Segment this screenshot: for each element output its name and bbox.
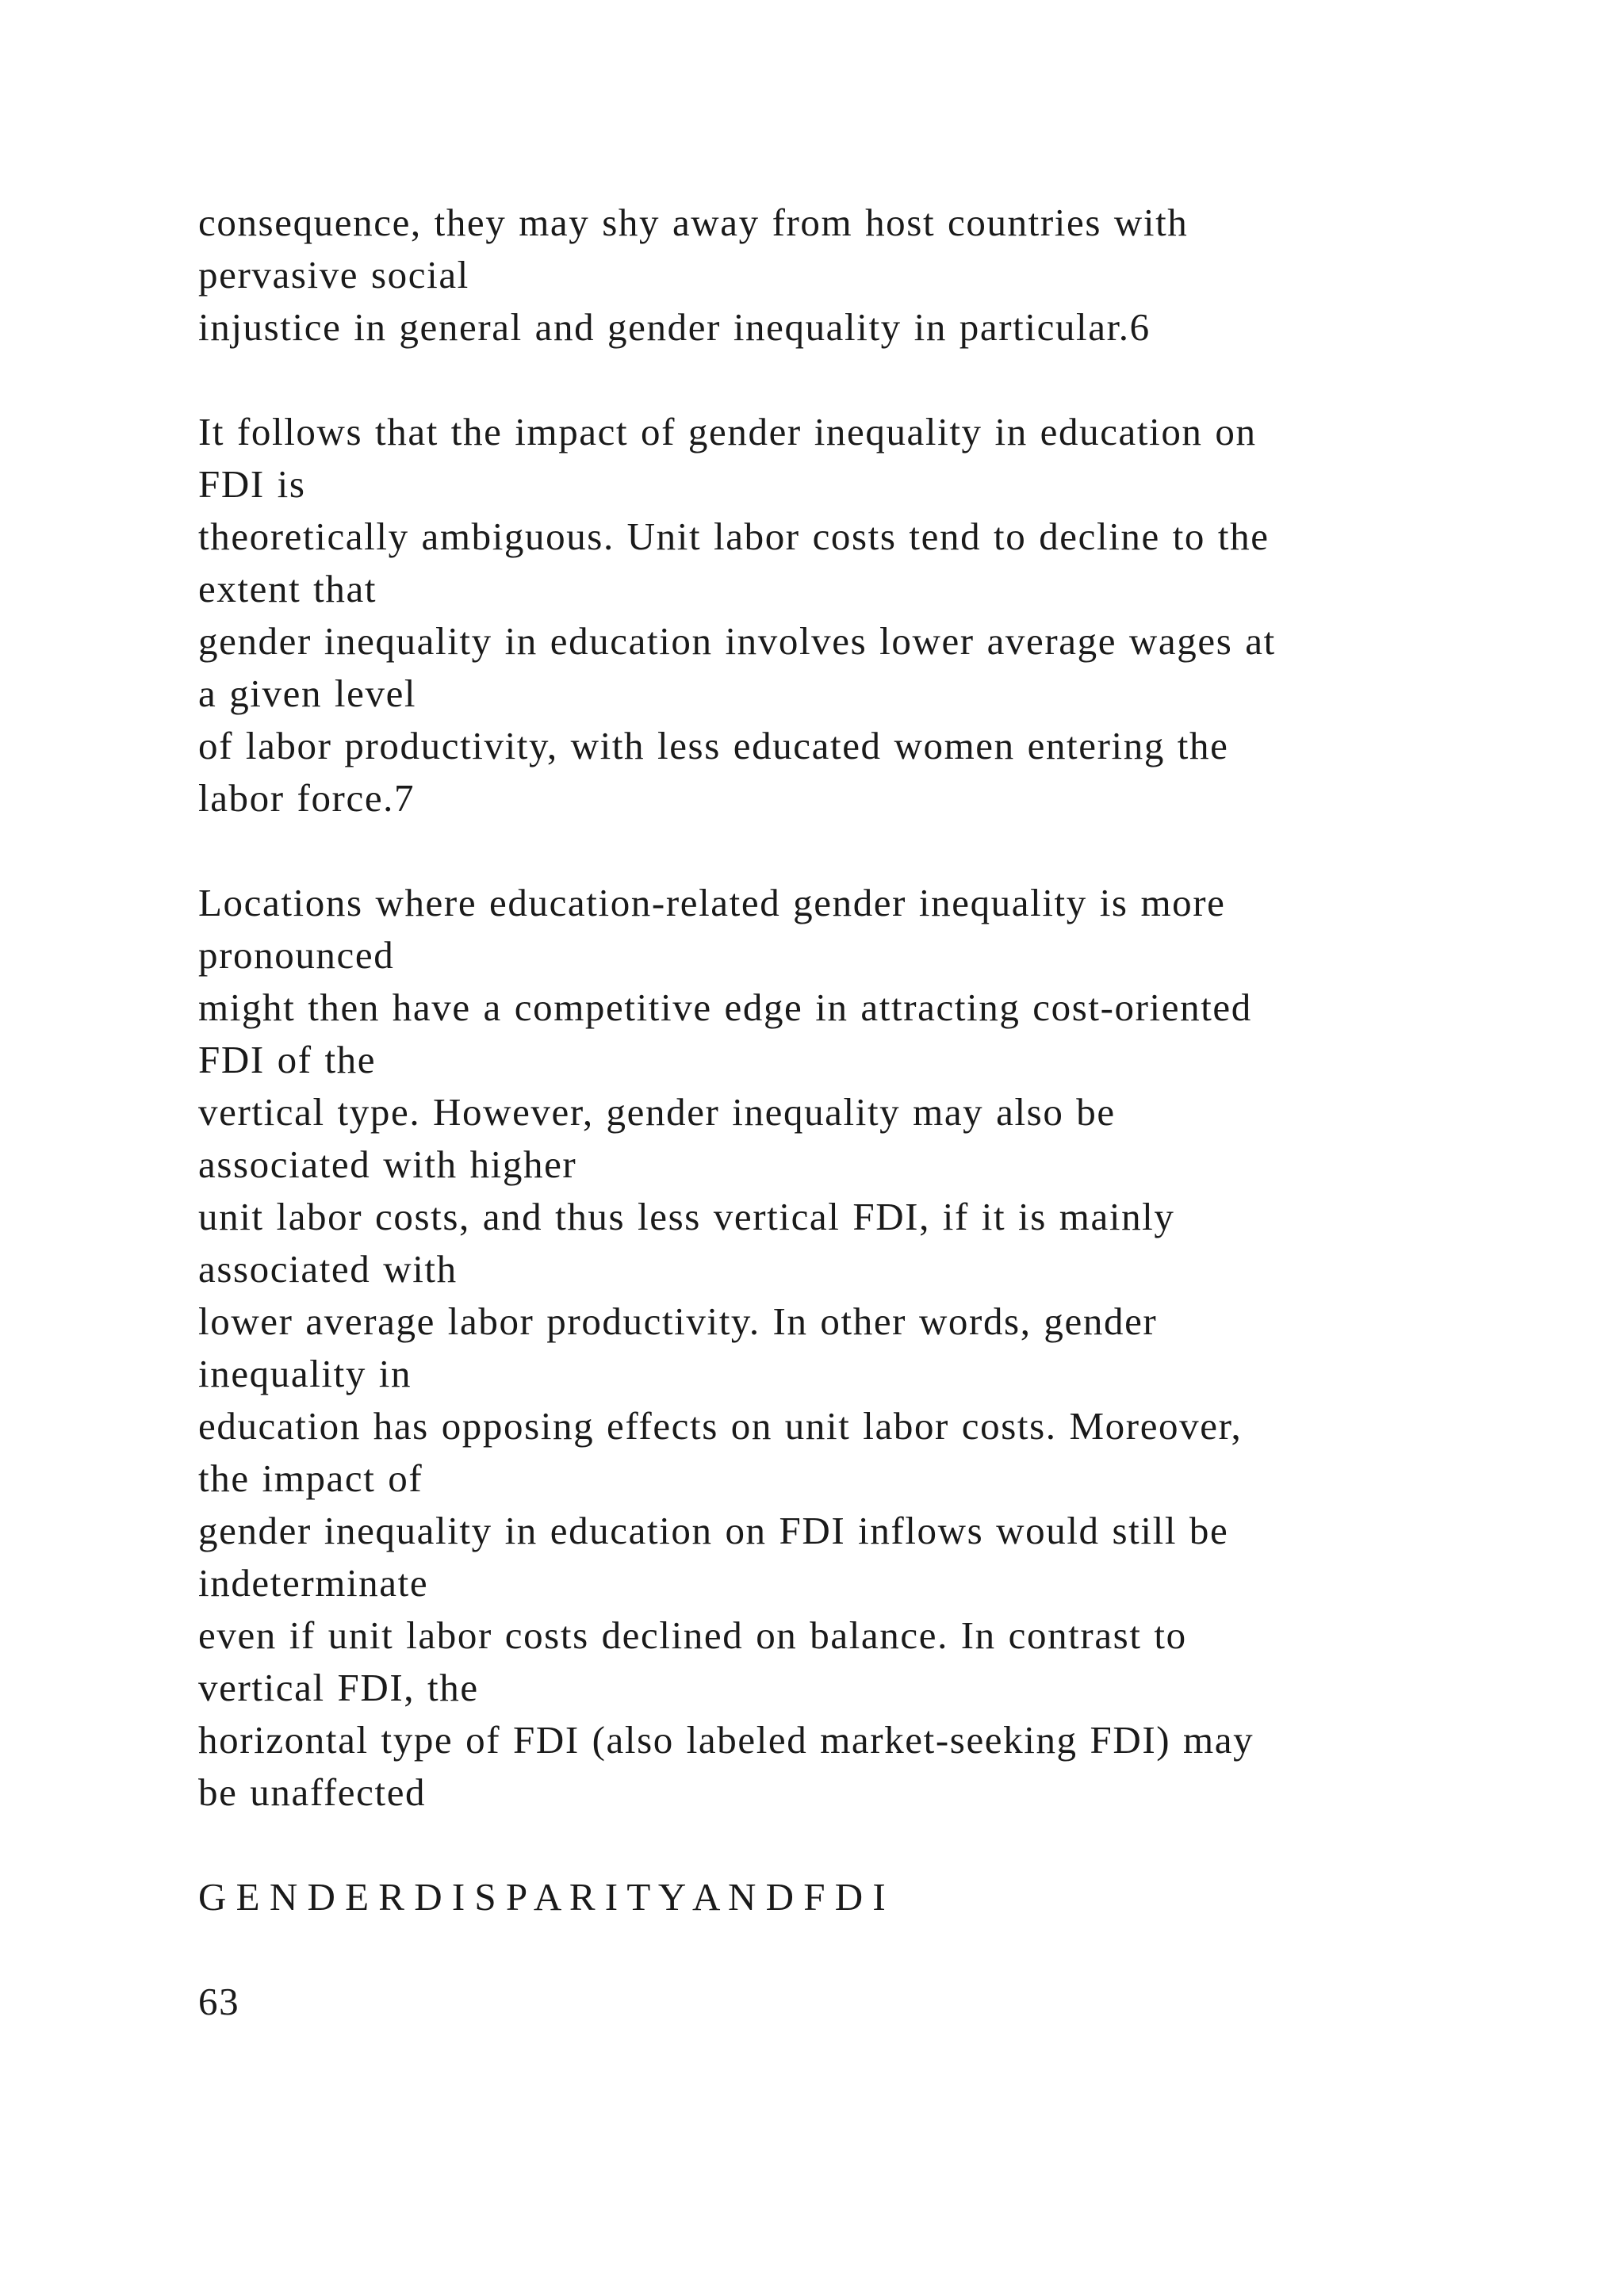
text-line: unit labor costs, and thus less vertical FDI, if it is mainly [198,1195,1175,1238]
text-line: of labor productivity, with less educated women entering the [198,724,1229,767]
text-line: FDI is [198,462,306,506]
text-line: It follows that the impact of gender inequality in education on [198,410,1257,453]
text-line: vertical type. However, gender inequality may also be [198,1090,1116,1134]
text-line: consequence, they may shy away from host countries with [198,201,1189,244]
paragraph-3 [198,877,1546,1819]
paragraph-2 [198,406,1546,825]
text-line: gender inequality in education on FDI inflows would still be [198,1509,1229,1552]
text-line: education has opposing effects on unit labor costs. Moreover, [198,1404,1243,1448]
text-line: might then have a competitive edge in attracting cost-oriented [198,985,1252,1029]
text-line: a given level [198,672,417,715]
text-line: lower average labor productivity. In other words, gender [198,1299,1158,1343]
text-line: vertical FDI, the [198,1666,479,1709]
body-text [198,197,1546,2028]
page-number: 63 [198,1980,240,2023]
text-line: indeterminate [198,1561,429,1605]
text-line: injustice in general and gender inequality in particular.6 [198,305,1151,349]
text-line: even if unit labor costs declined on balance. In contrast to [198,1613,1187,1657]
text-line: pronounced [198,933,395,977]
text-line: pervasive social [198,253,469,297]
text-line: extent that [198,567,377,610]
text-line: the impact of [198,1456,423,1500]
text-line: labor force.7 [198,776,416,820]
text-line: associated with higher [198,1142,577,1186]
paragraph-1 [198,197,1546,354]
text-line: associated with [198,1247,458,1291]
running-head: G E N D E R D I S P A R I T Y A N D F D I [198,1875,886,1919]
text-line: horizontal type of FDI (also labeled market-seeking FDI) may [198,1718,1254,1762]
text-line: Locations where education-related gender inequality is more [198,881,1226,924]
text-line: FDI of the [198,1038,377,1081]
text-line: theoretically ambiguous. Unit labor costs tend to decline to the [198,515,1270,558]
text-line: gender inequality in education involves lower average wages at [198,619,1276,663]
text-line: inequality in [198,1352,412,1395]
text-line: be unaffected [198,1770,427,1814]
